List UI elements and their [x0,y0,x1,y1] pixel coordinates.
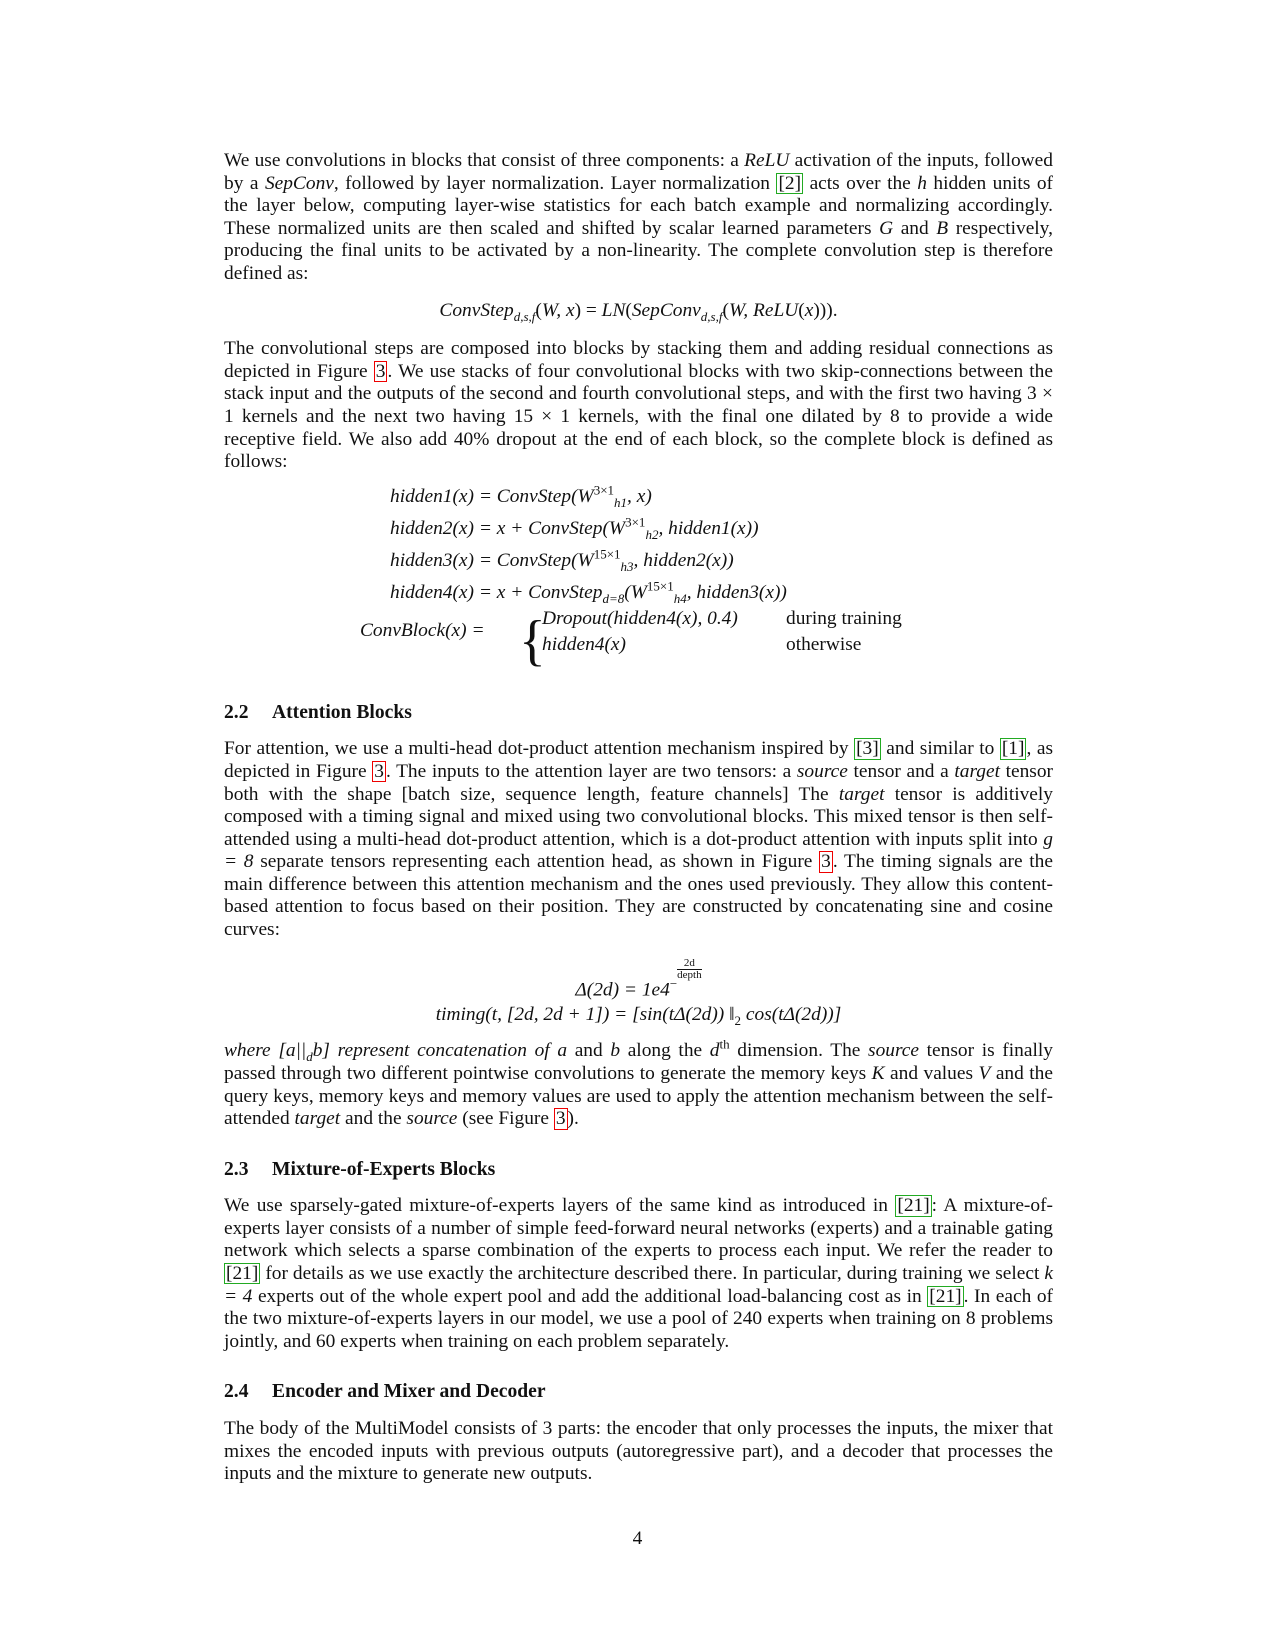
figure-3-link[interactable]: 3 [555,1108,566,1130]
page-number: 4 [632,1528,643,1549]
figure-3-link[interactable]: 3 [374,760,384,782]
section-2-2-heading: 2.2 Attention Blocks [224,701,412,723]
case-otherwise-condition: otherwise [786,633,862,655]
timing-equations [224,958,1053,1027]
concatenation-paragraph: where $[a||_db]$ represent concatenation of a and b along the $d^{th}$ dimension. The source tensor is finally passed through two different pointwise convolutions to generate the memory keys K and values V and the query keys, memory keys and memory values are used to apply the attention mechanism between the self-attended target and the source (see Figure 3 ). [224,1036,1053,1130]
timing-equation: timing(t, [2d, 2d + 1]) = [sin(tΔ(2d)) $‖_2$ cos(tΔ(2d))] [435,1003,842,1028]
figure-3-link[interactable]: 3 [375,360,386,382]
moe-paragraph: We use sparsely-gated mixture-of-experts layers of the same kind as introduced in [21] : A mixture-of-experts layer consists of a number of simple feed-forward neural networks (experts) and a trainable gating network which selects a sparse combination of the experts to process each input. We refer the reader to [21] for details as we use exactly the architecture described there. In particular, during training we select k = 4 experts out of the whole expert pool and add the additional load-balancing cost as in [21] . In each of the two mixture-of-experts layers in our model, we use a pool of 240 experts when training on 8 problems jointly, and 60 experts when training on each problem separately. [224,1195,1053,1352]
case-dropout: Dropout(hidden4(x), 0.4) [542,607,738,629]
citation-21-link[interactable]: [21] [226,1263,259,1285]
conv-block-equations [224,484,1053,674]
hidden4-equation: hidden4(x) = $x + ConvStep_{d=8}(W^{15\times 1}_{h4}$, hidden3(x)) [390,578,787,606]
convstep-equation: ConvStep$_{d,s,f}$(W, x) = LN(SepConv$_{d,s,f}$(W, ReLU(x))). [439,299,838,324]
convblock-lhs: ConvBlock(x) = [360,619,485,641]
figure-3-link[interactable]: 3 [821,851,831,873]
section-2-4-heading: 2.4 Encoder and Mixer and Decoder [224,1381,546,1403]
attention-paragraph: For attention, we use a multi-head dot-product attention mechanism inspired by [3] and similar to [1] , as depicted in Figure 3 . The inputs to the attention layer are two tensors: a source tensor and a target tensor both with the shape [batch size, sequence length, feature channels] The target tensor is additively composed with a timing signal and mixed using two convolutional blocks. This mixed tensor is then self-attended using a multi-head dot-product attention, which is a dot-product attention with inputs split into g = 8 separate tensors representing each attention head, as shown in Figure 3 . The timing signals are the main difference between this attention mechanism and the ones used previously. They allow this content-based attention to focus based on their position. They are constructed by concatenating sine and cosine curves: [224,738,1053,941]
citation-21-link[interactable]: [21] [929,1285,962,1307]
intro-paragraph: We use convolutions in blocks that consist of three components: a ReLU activation of the inputs, followed by a SepConv, followed by layer normalization. Layer normalization [2] acts over the h hidden units of the layer below, computing layer-wise statistics for each batch example and normalizing accordingly. These normalized units are then scaled and shifted by scalar learned parameters G and B respectively, producing the final units to be activated by a non-linearity. The complete convolution step is therefore defined as: [224,150,1053,284]
cases-brace: { [519,609,546,672]
section-2-3-heading: 2.3 Mixture-of-Experts Blocks [224,1158,496,1180]
encoder-mixer-decoder-paragraph: The body of the MultiModel consists of 3 parts: the encoder that only processes the inputs, the mixer that mixes the encoded inputs with previous outputs (autoregressive part), and a decoder that processes the inputs and the mixture to generate new outputs. [224,1418,1053,1485]
hidden1-equation: hidden1(x) = $ConvStep(W^{3\times 1}_{h1}$, x) [390,482,652,510]
citation-3-link[interactable]: [3] [856,738,879,760]
conv-block-paragraph: The convolutional steps are composed into blocks by stacking them and adding residual connections as depicted in Figure 3 . We use stacks of four convolutional blocks with two skip-connections between the stack input and the outputs of the second and fourth convolutional steps, and with the first two having 3 × 1 kernels and the next two having 15 × 1 kernels, with the final one dilated by 8 to provide a wide receptive field. We also add 40% dropout at the end of each block, so the complete block is defined as follows: [224,338,1053,473]
citation-21-link[interactable]: [21] [897,1195,930,1217]
citation-2-link[interactable]: [2] [778,172,802,194]
paper-page [224,150,1053,1486]
case-training-condition: during training [786,607,902,629]
hidden2-equation: hidden2(x) = $x + ConvStep(W^{3\times 1}_{h2}$, hidden1(x)) [390,514,759,542]
citation-1-link[interactable]: [1] [1001,738,1025,760]
case-otherwise: hidden4(x) [542,633,626,655]
delta-equation: $\Delta(2d) = 1e4^{- \frac{2d}{\text{depth}}}$ [575,956,702,1001]
hidden3-equation: hidden3(x) = $ConvStep(W^{15\times 1}_{h3}$, hidden2(x)) [390,546,734,574]
